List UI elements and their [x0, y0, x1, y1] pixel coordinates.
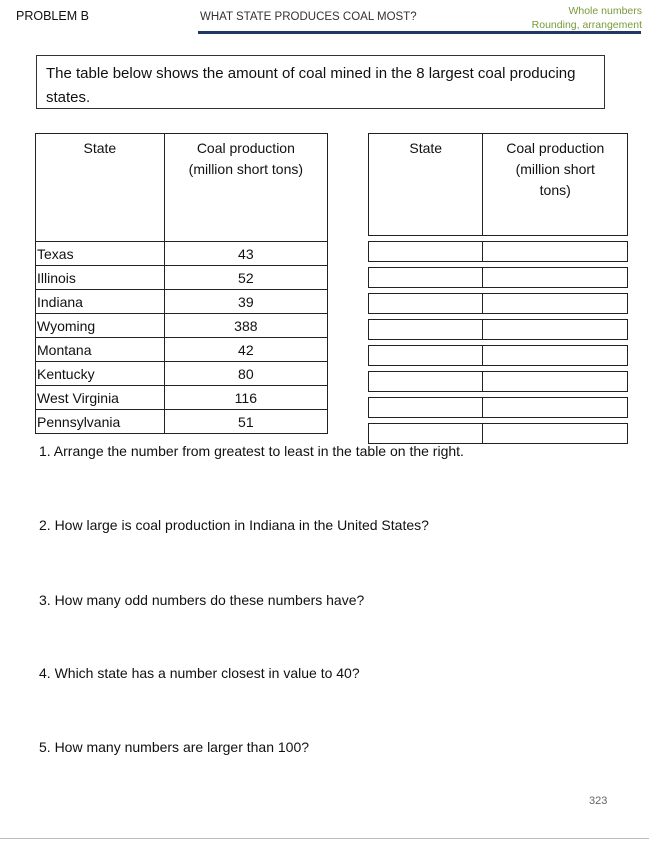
problem-label: PROBLEM B — [16, 9, 89, 23]
table-row — [36, 314, 328, 338]
table-row — [36, 386, 328, 410]
table-row — [36, 338, 328, 362]
value-cell: 39 — [164, 290, 327, 314]
question-4: 4. Which state has a number closest in value to 40? — [39, 665, 360, 681]
value-cell: 43 — [164, 242, 327, 266]
data-col-coal-line1: Coal production — [196, 140, 295, 156]
answer-col-state: State — [369, 134, 483, 236]
page-number: 323 — [589, 795, 608, 807]
answer-value-cell[interactable] — [483, 424, 628, 444]
table-row — [36, 410, 328, 434]
value-cell: 116 — [164, 386, 327, 410]
data-col-state: State — [36, 134, 165, 242]
table-row — [36, 266, 328, 290]
state-cell: Wyoming — [36, 314, 165, 338]
answer-row — [369, 320, 628, 340]
value-cell: 51 — [164, 410, 327, 434]
answer-row — [369, 268, 628, 288]
answer-state-cell[interactable] — [369, 398, 483, 418]
answer-value-cell[interactable] — [483, 398, 628, 418]
answer-state-cell[interactable] — [369, 424, 483, 444]
state-cell: Pennsylvania — [36, 410, 165, 434]
topic-tag-1: Whole numbers — [568, 5, 642, 17]
worksheet-title: WHAT STATE PRODUCES COAL MOST? — [200, 11, 417, 23]
answer-row — [369, 294, 628, 314]
answer-row — [369, 242, 628, 262]
answer-table — [368, 133, 628, 444]
state-cell: Indiana — [36, 290, 165, 314]
state-cell: Kentucky — [36, 362, 165, 386]
answer-state-cell[interactable] — [369, 346, 483, 366]
answer-table-header-row — [369, 134, 628, 236]
answer-state-cell[interactable] — [369, 294, 483, 314]
topic-tags — [532, 4, 642, 32]
coal-data-table — [35, 133, 328, 434]
answer-row — [369, 398, 628, 418]
answer-row — [369, 372, 628, 392]
question-3: 3. How many odd numbers do these numbers have? — [39, 592, 365, 608]
answer-value-cell[interactable] — [483, 242, 628, 262]
question-1: 1. Arrange the number from greatest to least in the table on the right. — [39, 443, 464, 459]
state-cell: Texas — [36, 242, 165, 266]
answer-col-coal — [483, 134, 628, 236]
answer-state-cell[interactable] — [369, 320, 483, 340]
question-5: 5. How many numbers are larger than 100? — [39, 739, 310, 755]
answer-state-cell[interactable] — [369, 242, 483, 262]
answer-row — [369, 346, 628, 366]
intro-box: The table below shows the amount of coal mined in the 8 largest coal producing states. — [36, 55, 605, 109]
answer-col-coal-line3: tons) — [539, 182, 571, 198]
answer-state-cell[interactable] — [369, 372, 483, 392]
answer-value-cell[interactable] — [483, 372, 628, 392]
value-cell: 42 — [164, 338, 327, 362]
answer-value-cell[interactable] — [483, 320, 628, 340]
data-table-header-row — [36, 134, 328, 242]
data-col-coal-line2: (million short tons) — [188, 161, 304, 177]
answer-row — [369, 424, 628, 444]
answer-col-coal-line2: (million short — [515, 161, 595, 177]
value-cell: 388 — [164, 314, 327, 338]
answer-value-cell[interactable] — [483, 268, 628, 288]
value-cell: 80 — [164, 362, 327, 386]
header-rule — [198, 31, 641, 34]
answer-state-cell[interactable] — [369, 268, 483, 288]
table-row — [36, 290, 328, 314]
state-cell: Montana — [36, 338, 165, 362]
table-row — [36, 362, 328, 386]
data-col-coal — [164, 134, 327, 242]
answer-value-cell[interactable] — [483, 346, 628, 366]
answer-value-cell[interactable] — [483, 294, 628, 314]
state-cell: West Virginia — [36, 386, 165, 410]
state-cell: Illinois — [36, 266, 165, 290]
page-edge — [0, 838, 649, 839]
value-cell: 52 — [164, 266, 327, 290]
topic-tag-2: Rounding, arrangement — [531, 19, 642, 31]
question-2: 2. How large is coal production in Indiana in the United States? — [39, 517, 429, 533]
table-row — [36, 242, 328, 266]
answer-col-coal-line1: Coal production — [506, 140, 605, 156]
